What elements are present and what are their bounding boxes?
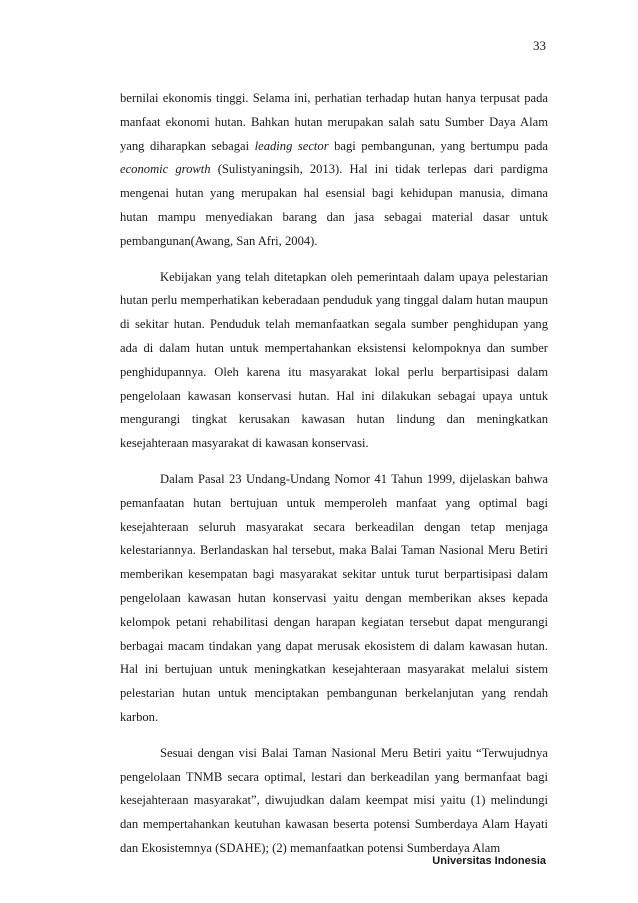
paragraph-1-text-2: bagi pembangunan, yang bertumpu pada bbox=[328, 138, 548, 153]
body-text bbox=[120, 87, 548, 873]
paragraph-1-text-1: bernilai ekonomis tinggi. Selama ini, perhatian terhadap hutan hanya terpusat pada manfaat ekonomi hutan. Bahkan hutan merupakan salah satu Sumber Daya Alam yang diharapkan sebagai bbox=[120, 91, 548, 153]
paragraph-3 bbox=[120, 468, 548, 730]
paragraph-4-text: Sesuai dengan visi Balai Taman Nasional Meru Betiri yaitu “Terwujudnya pengelolaan TNMB secara optimal, lestari dan berkeadilan yang bermanfaat bagi kesejahteraan masyarakat”, diwujudkan dalam keempat misi yaitu (1) melindungi dan mempertahankan keutuhan kawasan beserta potensi Sumberdaya Alam Hayati dan Ekosistemnya (SDAHE); (2) memanfaatkan potensi Sumberdaya Alam bbox=[120, 745, 548, 855]
paragraph-3-text: Dalam Pasal 23 Undang-Undang Nomor 41 Tahun 1999, dijelaskan bahwa pemanfaatan hutan bertujuan untuk memperoleh manfaat yang optimal bagi kesejahteraan seluruh masyarakat secara berkeadilan dengan tetap menjaga kelestariannya. Berlandaskan hal tersebut, maka Balai Taman Nasional Meru Betiri memberikan kesempatan bagi masyarakat sekitar untuk turut berpartisipasi dalam pengelolaan kawasan hutan konservasi yaitu dengan memberikan akses kepada kelompok petani rehabilitasi dengan harapan kegiatan tersebut dapat mengurangi berbagai macam tindakan yang dapat merusak ekosistem di dalam kawasan hutan. Hal ini bertujuan untuk meningkatkan kesejahteraan masyarakat melalui sistem pelestarian hutan untuk menciptakan pembangunan berkelanjutan yang rendah karbon. bbox=[120, 471, 548, 724]
paragraph-1 bbox=[120, 87, 548, 254]
paragraph-2 bbox=[120, 266, 548, 456]
paragraph-1-italic-leading-sector: leading sector bbox=[254, 138, 329, 153]
paragraph-2-text: Kebijakan yang telah ditetapkan oleh pemerintaah dalam upaya pelestarian hutan perlu memperhatikan keberadaan penduduk yang tinggal dalam hutan maupun di sekitar hutan. Penduduk telah memanfaatkan segala sumber penghidupan yang ada di dalam hutan untuk mempertahankan eksistensi kelompoknya dan sumber penghidupannya. Oleh karena itu masyarakat lokal perlu berpartisipasi dalam pengelolaan kawasan konservasi hutan. Hal ini dilakukan sebagai upaya untuk mengurangi tingkat kerusakan kawasan hutan lindung dan meningkatkan kesejahteraan masyarakat di kawasan konservasi. bbox=[120, 269, 548, 451]
paragraph-4 bbox=[120, 742, 548, 861]
page-number: 33 bbox=[533, 38, 546, 53]
footer-university: Universitas Indonesia bbox=[432, 855, 546, 867]
paragraph-1-italic-economic-growth: economic growth bbox=[120, 162, 211, 177]
paragraph-1-text-3: (Sulistyaningsih, 2013). Hal ini tidak terlepas dari pardigma mengenai hutan yang merupakan hal esensial bagi kehidupan manusia, dimana hutan mampu menyediakan barang dan jasa sebagai material dasar untuk pembangunan(Awang, San Afri, 2004). bbox=[120, 162, 549, 248]
